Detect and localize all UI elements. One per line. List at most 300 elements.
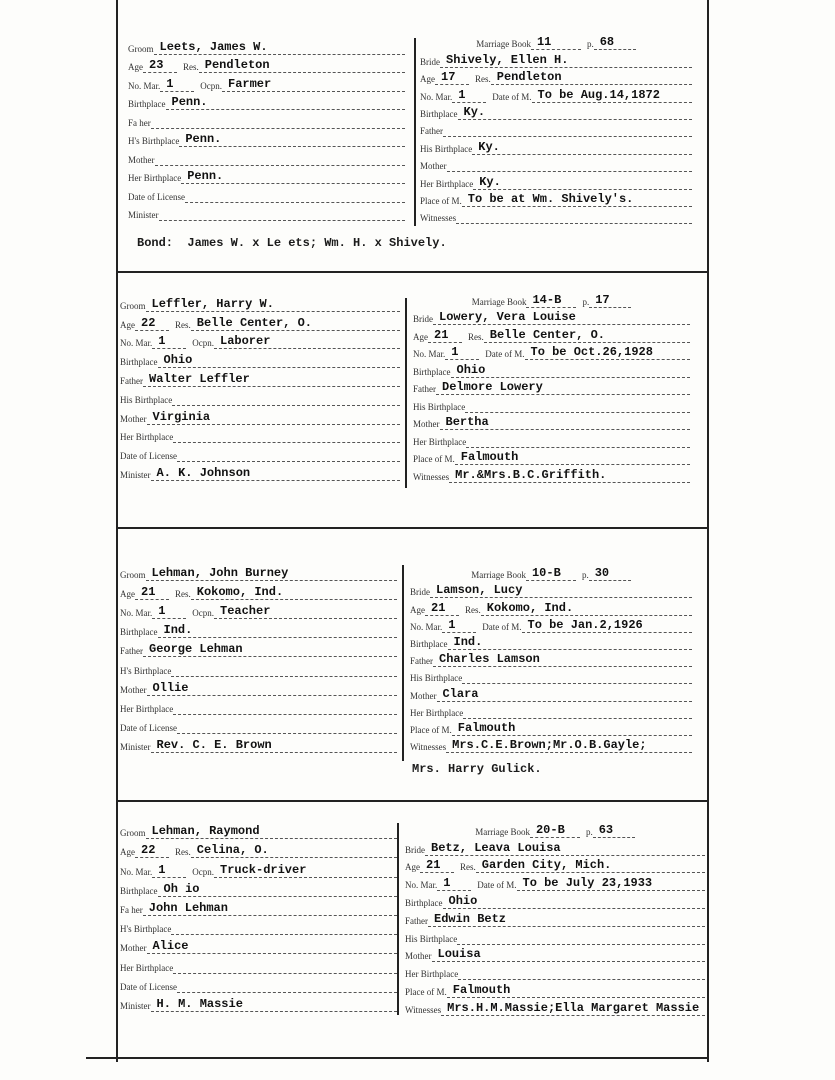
- separator: [116, 800, 709, 802]
- form-row: [120, 581, 397, 600]
- birthplace-label: Birthplace: [120, 627, 158, 638]
- res-label: Res.: [468, 331, 484, 342]
- res-label: Res.: [175, 589, 191, 600]
- column-divider: [397, 823, 399, 1015]
- form-row: [405, 820, 705, 838]
- place-of-m-label: Place of M.: [420, 195, 462, 206]
- form-row: [405, 873, 705, 891]
- date-of-m-label: Date of M.: [492, 91, 532, 102]
- her-birthplace-value: [466, 447, 690, 448]
- mother-value: Clara: [437, 688, 693, 702]
- form-row: [120, 677, 397, 696]
- form-row: [120, 312, 400, 331]
- mother-value: Louisa: [432, 948, 706, 962]
- form-row: [120, 858, 397, 877]
- mother-value: Ollie: [147, 682, 398, 696]
- age-value: 22: [135, 317, 169, 331]
- form-row: [120, 600, 397, 619]
- witnesses-label: Witnesses: [420, 213, 457, 224]
- form-row: [120, 935, 397, 954]
- date-of-license-value: [177, 733, 397, 734]
- separator: [116, 527, 709, 529]
- place-of-m-label: Place of M.: [413, 454, 455, 464]
- no-mar-label: No. Mar.: [410, 621, 443, 632]
- minister-value: [159, 220, 406, 221]
- her-birthplace-value: [173, 714, 397, 715]
- form-row: [120, 916, 397, 935]
- his-birthplace-value: [462, 683, 692, 684]
- minister-label: Minister: [120, 1000, 151, 1011]
- ocpn-value: Laborer: [214, 335, 400, 349]
- her-birthplace-label: Her Birthplace: [410, 707, 464, 718]
- separator: [86, 1057, 709, 1059]
- h-s-birthplace-label: H's Birthplace: [120, 665, 172, 676]
- form-row: [120, 293, 400, 312]
- form-row: [128, 92, 405, 111]
- age-label: Age: [128, 62, 143, 72]
- father-label: Father: [120, 375, 143, 386]
- birthplace-label: Birthplace: [120, 885, 158, 896]
- mother-label: Mother: [120, 943, 147, 954]
- marriage-book-value: 10-B: [526, 567, 576, 581]
- birthplace-value: Ohio: [158, 354, 401, 368]
- father-value: Charles Lamson: [433, 653, 692, 667]
- form-row: [120, 696, 397, 715]
- his-birthplace-label: His Birthplace: [405, 933, 458, 944]
- form-row: [410, 719, 692, 736]
- her-birthplace-label: Her Birthplace: [120, 432, 174, 443]
- no-mar-value: 1: [442, 619, 476, 633]
- marriage-book-value: 14-B: [526, 294, 576, 308]
- ocpn-label: Ocpn.: [192, 866, 214, 877]
- no-mar-value: 1: [445, 346, 479, 360]
- h-s-birthplace-label: H's Birthplace: [128, 136, 180, 146]
- form-row: [420, 172, 692, 189]
- form-row: [413, 290, 690, 308]
- place-of-m-value: Falmouth: [447, 984, 705, 998]
- form-row: [128, 55, 405, 74]
- res-label: Res.: [183, 62, 199, 72]
- minister-value: Rev. C. E. Brown: [151, 739, 398, 753]
- age-label: Age: [120, 319, 135, 330]
- her-birthplace-label: Her Birthplace: [420, 178, 474, 189]
- form-row: [410, 633, 692, 650]
- h-s-birthplace-value: [171, 934, 397, 935]
- his-birthplace-value: [465, 412, 690, 413]
- form-row: [120, 462, 400, 481]
- no-mar-label: No. Mar.: [405, 880, 438, 891]
- form-row: [420, 137, 692, 154]
- form-row: [120, 406, 400, 425]
- h-s-birthplace-value: [171, 676, 397, 677]
- place-of-m-label: Place of M.: [410, 724, 452, 735]
- bride-label: Bride: [410, 587, 430, 598]
- place-of-m-label: Place of M.: [405, 986, 447, 997]
- form-row: [128, 203, 405, 222]
- his-birthplace-label: His Birthplace: [120, 394, 173, 405]
- form-row: [420, 155, 692, 172]
- form-row: [420, 85, 692, 102]
- res-value: Kokomo, Ind.: [191, 586, 397, 600]
- form-row: [410, 598, 692, 615]
- form-row: [410, 667, 692, 684]
- ocpn-value: Farmer: [222, 78, 405, 92]
- his-birthplace-value: Ky.: [472, 141, 692, 155]
- witnesses-value: [456, 223, 692, 224]
- form-row: [405, 962, 705, 980]
- witnesses-label: Witnesses: [413, 471, 450, 482]
- groom-column: [120, 293, 400, 481]
- date-of-license-label: Date of License: [128, 191, 185, 202]
- h-s-birthplace-label: H's Birthplace: [120, 924, 172, 935]
- form-row: [420, 103, 692, 120]
- bride-label: Bride: [413, 314, 433, 324]
- form-row: [413, 308, 690, 326]
- birthplace-label: Birthplace: [420, 108, 458, 119]
- groom-value: Lehman, Raymond: [146, 825, 398, 839]
- her-birthplace-label: Her Birthplace: [405, 969, 459, 980]
- date-of-m-value: To be July 23,1933: [517, 877, 706, 891]
- groom-label: Groom: [120, 570, 146, 581]
- fa-her-label: Fa her: [128, 117, 151, 128]
- birthplace-label: Birthplace: [120, 357, 158, 368]
- witnesses-value: Mr.&Mrs.B.C.Griffith.: [449, 469, 690, 483]
- form-row: [405, 909, 705, 927]
- form-row: [120, 619, 397, 638]
- form-row: [405, 980, 705, 998]
- groom-column: [120, 562, 397, 753]
- h-s-birthplace-value: Penn.: [179, 133, 405, 147]
- res-label: Res.: [460, 862, 476, 873]
- no-mar-value: 1: [452, 89, 486, 103]
- form-row: [420, 50, 692, 67]
- age-value: 21: [420, 859, 454, 873]
- res-value: Pendleton: [199, 59, 405, 73]
- page-border-left: [116, 0, 118, 1062]
- form-row: [405, 927, 705, 945]
- form-row: [128, 147, 405, 166]
- form-row: [410, 684, 692, 701]
- bride-value: Betz, Leava Louisa: [425, 842, 705, 856]
- marriage-book-value: 20-B: [530, 824, 580, 838]
- form-row: [413, 343, 690, 361]
- form-row: [410, 650, 692, 667]
- witnesses-continued: Mrs. Harry Gulick.: [412, 762, 542, 776]
- groom-label: Groom: [128, 43, 154, 54]
- form-row: [413, 430, 690, 448]
- age-value: 17: [435, 71, 469, 85]
- no-mar-value: 1: [437, 877, 471, 891]
- mother-value: Bertha: [440, 416, 691, 430]
- father-value: George Lehman: [143, 643, 397, 657]
- no-mar-label: No. Mar.: [420, 91, 453, 102]
- p-label: p.: [586, 39, 594, 50]
- form-row: [413, 360, 690, 378]
- father-label: Father: [410, 656, 433, 667]
- his-birthplace-label: His Birthplace: [420, 143, 473, 154]
- her-birthplace-value: Penn.: [181, 170, 405, 184]
- her-birthplace-label: Her Birthplace: [120, 962, 174, 973]
- groom-label: Groom: [120, 300, 146, 311]
- witnesses-value: Mrs.C.E.Brown;Mr.O.B.Gayle;: [446, 739, 692, 753]
- form-row: [413, 465, 690, 483]
- groom-label: Groom: [120, 828, 146, 839]
- date-of-license-label: Date of License: [120, 981, 177, 992]
- res-value: Pendleton: [491, 71, 692, 85]
- no-mar-value: 1: [152, 335, 186, 349]
- mother-value: Alice: [147, 940, 398, 954]
- marriage-book-value: 11: [531, 36, 581, 50]
- form-row: [405, 945, 705, 963]
- no-mar-label: No. Mar.: [413, 349, 446, 359]
- form-row: [405, 856, 705, 874]
- birthplace-value: Ohio: [443, 895, 706, 909]
- form-row: [120, 425, 400, 444]
- ocpn-value: Teacher: [214, 605, 397, 619]
- form-row: [413, 448, 690, 466]
- birthplace-label: Birthplace: [128, 99, 166, 109]
- birthplace-value: Ky.: [458, 106, 693, 120]
- birthplace-value: Oh io: [158, 883, 398, 897]
- p-label: p.: [585, 826, 593, 837]
- form-row: [405, 891, 705, 909]
- bride-value: Shively, Ellen H.: [440, 54, 692, 68]
- no-mar-label: No. Mar.: [120, 866, 153, 877]
- no-mar-label: No. Mar.: [128, 80, 161, 91]
- groom-column: [128, 36, 405, 221]
- mother-label: Mother: [405, 951, 432, 962]
- age-value: 21: [135, 586, 169, 600]
- father-label: Father: [413, 384, 436, 394]
- p-label: p.: [581, 570, 589, 581]
- form-row: [120, 368, 400, 387]
- groom-value: Lehman, John Burney: [146, 567, 398, 581]
- age-label: Age: [410, 604, 425, 615]
- minister-label: Minister: [120, 741, 151, 752]
- place-of-m-value: To be at Wm. Shively's.: [462, 193, 692, 207]
- no-mar-label: No. Mar.: [120, 608, 153, 619]
- form-row: [405, 838, 705, 856]
- date-of-m-label: Date of M.: [477, 880, 517, 891]
- age-label: Age: [413, 331, 428, 342]
- mother-label: Mother: [413, 419, 440, 429]
- column-divider: [405, 298, 407, 488]
- mother-label: Mother: [120, 413, 147, 424]
- her-birthplace-label: Her Birthplace: [120, 703, 174, 714]
- birthplace-value: Ind.: [158, 624, 398, 638]
- column-divider: [402, 565, 404, 761]
- form-row: [120, 974, 397, 993]
- form-row: [420, 190, 692, 207]
- date-of-license-value: [177, 461, 400, 462]
- date-of-license-label: Date of License: [120, 451, 177, 462]
- bride-column: [405, 820, 705, 1016]
- form-row: [410, 564, 692, 581]
- res-label: Res.: [175, 847, 191, 858]
- birthplace-label: Birthplace: [410, 638, 448, 649]
- form-row: [120, 443, 400, 462]
- her-birthplace-label: Her Birthplace: [128, 173, 182, 183]
- his-birthplace-value: [457, 944, 705, 945]
- form-row: [413, 378, 690, 396]
- form-row: [413, 395, 690, 413]
- form-row: [120, 387, 400, 406]
- p-label: p.: [582, 296, 590, 307]
- age-label: Age: [420, 74, 435, 85]
- form-row: [120, 349, 400, 368]
- ocpn-label: Ocpn.: [200, 80, 222, 91]
- bride-column: [420, 33, 692, 224]
- bride-column: [413, 290, 690, 483]
- date-of-m-value: To be Aug.14,1872: [532, 89, 693, 103]
- form-row: [413, 325, 690, 343]
- form-row: [120, 657, 397, 676]
- form-row: [120, 715, 397, 734]
- groom-value: Leffler, Harry W.: [146, 298, 401, 312]
- fa-her-value: [151, 128, 405, 129]
- marriage-book-label: Marriage Book: [471, 296, 527, 307]
- res-label: Res.: [475, 74, 491, 85]
- birthplace-label: Birthplace: [405, 897, 443, 908]
- minister-value: H. M. Massie: [151, 998, 398, 1012]
- mother-value: [447, 171, 693, 172]
- separator: [116, 271, 709, 273]
- form-row: [420, 120, 692, 137]
- p-value: 30: [589, 567, 631, 581]
- res-value: Belle Center, O.: [191, 317, 400, 331]
- form-row: [128, 73, 405, 92]
- groom-value: Leets, James W.: [154, 41, 406, 55]
- form-row: [128, 129, 405, 148]
- birthplace-label: Birthplace: [413, 366, 451, 377]
- form-row: [120, 820, 397, 839]
- marriage-book-label: Marriage Book: [471, 570, 526, 581]
- witnesses-value: Mrs.H.M.Massie;Ella Margaret Massie: [441, 1002, 705, 1016]
- no-mar-value: 1: [160, 78, 194, 92]
- her-birthplace-value: [463, 718, 692, 719]
- p-value: 17: [589, 294, 631, 308]
- bride-column: [410, 564, 692, 753]
- age-label: Age: [120, 589, 135, 600]
- form-row: [128, 184, 405, 203]
- res-value: Garden City, Mich.: [476, 859, 705, 873]
- form-row: [410, 581, 692, 598]
- no-mar-value: 1: [152, 864, 186, 878]
- his-birthplace-label: His Birthplace: [410, 673, 463, 684]
- bond-note: Bond: James W. x Le ets; Wm. H. x Shively.: [137, 236, 447, 250]
- date-of-m-value: To be Jan.2,1926: [522, 619, 693, 633]
- form-row: [120, 954, 397, 973]
- form-row: [128, 36, 405, 55]
- form-row: [120, 638, 397, 657]
- date-of-m-label: Date of M.: [482, 621, 522, 632]
- res-label: Res.: [175, 319, 191, 330]
- res-label: Res.: [465, 604, 481, 615]
- form-row: [120, 897, 397, 916]
- fa-her-value: John Lehman: [143, 902, 397, 916]
- his-birthplace-label: His Birthplace: [413, 401, 466, 412]
- her-birthplace-label: Her Birthplace: [413, 436, 467, 447]
- birthplace-value: Penn.: [166, 96, 406, 110]
- res-value: Celina, O.: [191, 844, 397, 858]
- ocpn-value: Truck-driver: [214, 864, 397, 878]
- father-label: Father: [420, 126, 443, 137]
- bride-label: Bride: [405, 844, 425, 855]
- mother-value: Virginia: [147, 411, 401, 425]
- date-of-m-value: To be Oct.26,1928: [525, 346, 691, 360]
- father-value: Walter Leffler: [143, 373, 400, 387]
- form-row: [413, 413, 690, 431]
- bride-value: Lamson, Lucy: [430, 584, 692, 598]
- minister-value: A. K. Johnson: [151, 467, 401, 481]
- page-border-right: [707, 0, 709, 1062]
- father-value: Edwin Betz: [428, 913, 705, 927]
- age-label: Age: [405, 862, 420, 873]
- bride-label: Bride: [420, 56, 440, 67]
- form-row: [128, 166, 405, 185]
- mother-label: Mother: [410, 690, 437, 701]
- mother-label: Mother: [128, 154, 155, 165]
- ocpn-label: Ocpn.: [192, 608, 214, 619]
- age-label: Age: [120, 847, 135, 858]
- marriage-book-label: Marriage Book: [476, 39, 531, 50]
- form-row: [120, 734, 397, 753]
- marriage-book-label: Marriage Book: [475, 826, 530, 837]
- father-value: [443, 136, 692, 137]
- mother-value: [155, 165, 406, 166]
- p-value: 68: [594, 36, 636, 50]
- place-of-m-value: Falmouth: [452, 722, 692, 736]
- age-value: 21: [428, 329, 462, 343]
- witnesses-label: Witnesses: [410, 742, 447, 753]
- mother-label: Mother: [120, 684, 147, 695]
- form-row: [420, 68, 692, 85]
- father-label: Father: [405, 915, 428, 926]
- form-row: [410, 702, 692, 719]
- date-of-m-label: Date of M.: [485, 349, 525, 359]
- form-row: [120, 562, 397, 581]
- form-row: [405, 998, 705, 1016]
- his-birthplace-value: [172, 405, 400, 406]
- date-of-license-value: [177, 992, 397, 993]
- fa-her-label: Fa her: [120, 904, 143, 915]
- form-row: [420, 207, 692, 224]
- no-mar-value: 1: [152, 605, 186, 619]
- mother-label: Mother: [420, 161, 447, 172]
- her-birthplace-value: [173, 442, 400, 443]
- ocpn-label: Ocpn.: [192, 338, 214, 349]
- her-birthplace-value: Ky.: [473, 176, 692, 190]
- father-label: Father: [120, 646, 143, 657]
- bride-value: Lowery, Vera Louise: [433, 311, 690, 325]
- her-birthplace-value: [458, 979, 705, 980]
- form-row: [120, 878, 397, 897]
- p-value: 63: [593, 824, 635, 838]
- form-row: [410, 616, 692, 633]
- form-row: [128, 110, 405, 129]
- form-row: [120, 993, 397, 1012]
- minister-label: Minister: [120, 469, 151, 480]
- age-value: 22: [135, 844, 169, 858]
- place-of-m-value: Falmouth: [455, 451, 690, 465]
- birthplace-value: Ind.: [448, 636, 693, 650]
- form-row: [120, 331, 400, 350]
- age-value: 21: [425, 602, 459, 616]
- form-row: [420, 33, 692, 50]
- no-mar-label: No. Mar.: [120, 338, 153, 349]
- date-of-license-label: Date of License: [120, 722, 177, 733]
- birthplace-value: Ohio: [451, 364, 691, 378]
